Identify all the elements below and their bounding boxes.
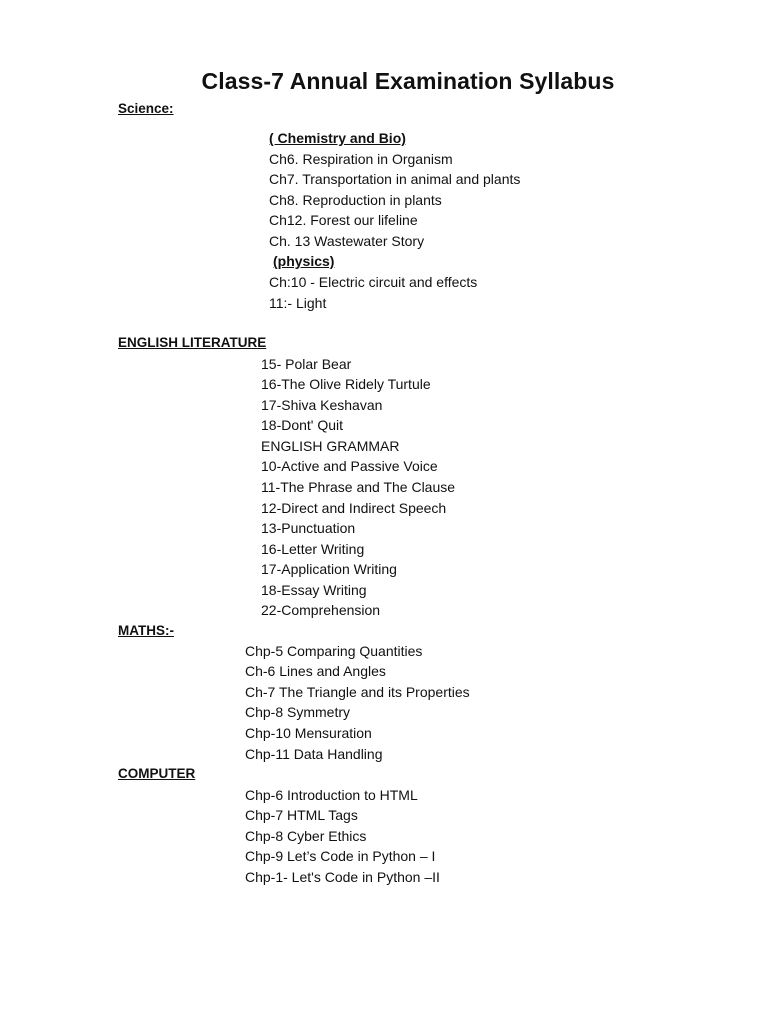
maths-heading: MATHS:- <box>118 623 174 638</box>
computer-item: Chp-1- Let's Code in Python –II <box>245 869 440 885</box>
computer-item: Chp-9 Let’s Code in Python – I <box>245 848 436 864</box>
maths-item: Chp-10 Mensuration <box>245 725 372 741</box>
science-heading: Science: <box>118 101 174 116</box>
physics-heading: (physics) <box>273 253 335 269</box>
maths-item: Ch-7 The Triangle and its Properties <box>245 684 470 700</box>
literature-item: 16-The Olive Ridely Turtule <box>261 376 431 392</box>
grammar-item: 17-Application Writing <box>261 561 397 577</box>
literature-item: 17-Shiva Keshavan <box>261 397 383 413</box>
maths-item: Chp-8 Symmetry <box>245 704 351 720</box>
grammar-item: 11-The Phrase and The Clause <box>261 479 456 495</box>
grammar-item: 12-Direct and Indirect Speech <box>261 500 447 516</box>
computer-item: Chp-7 HTML Tags <box>245 807 358 823</box>
science-item: Ch8. Reproduction in plants <box>269 192 442 208</box>
literature-item: 15- Polar Bear <box>261 356 352 372</box>
grammar-item: 18-Essay Writing <box>261 582 367 598</box>
science-item: Ch12. Forest our lifeline <box>269 212 418 228</box>
computer-item: Chp-6 Introduction to HTML <box>245 787 418 803</box>
grammar-item: 13-Punctuation <box>261 520 356 536</box>
grammar-item: 16-Letter Writing <box>261 541 365 557</box>
chem-bio-heading: ( Chemistry and Bio) <box>269 130 406 146</box>
science-item: Ch. 13 Wastewater Story <box>269 233 425 249</box>
literature-item: 18-Dont' Quit <box>261 417 344 433</box>
maths-item: Chp-5 Comparing Quantities <box>245 643 423 659</box>
science-item: Ch6. Respiration in Organism <box>269 151 453 167</box>
computer-item: Chp-8 Cyber Ethics <box>245 828 367 844</box>
english-grammar-heading: ENGLISH GRAMMAR <box>261 438 400 454</box>
maths-item: Ch-6 Lines and Angles <box>245 663 386 679</box>
page-title: Class-7 Annual Examination Syllabus <box>201 68 615 94</box>
computer-heading: COMPUTER <box>118 766 196 781</box>
science-item: Ch7. Transportation in animal and plants <box>269 171 521 187</box>
grammar-item: 10-Active and Passive Voice <box>261 458 438 474</box>
english-literature-heading: ENGLISH LITERATURE <box>118 335 267 350</box>
grammar-item: 22-Comprehension <box>261 602 381 618</box>
physics-item: 11:- Light <box>269 295 327 311</box>
maths-item: Chp-11 Data Handling <box>245 746 383 762</box>
physics-item: Ch:10 - Electric circuit and effects <box>269 274 478 290</box>
